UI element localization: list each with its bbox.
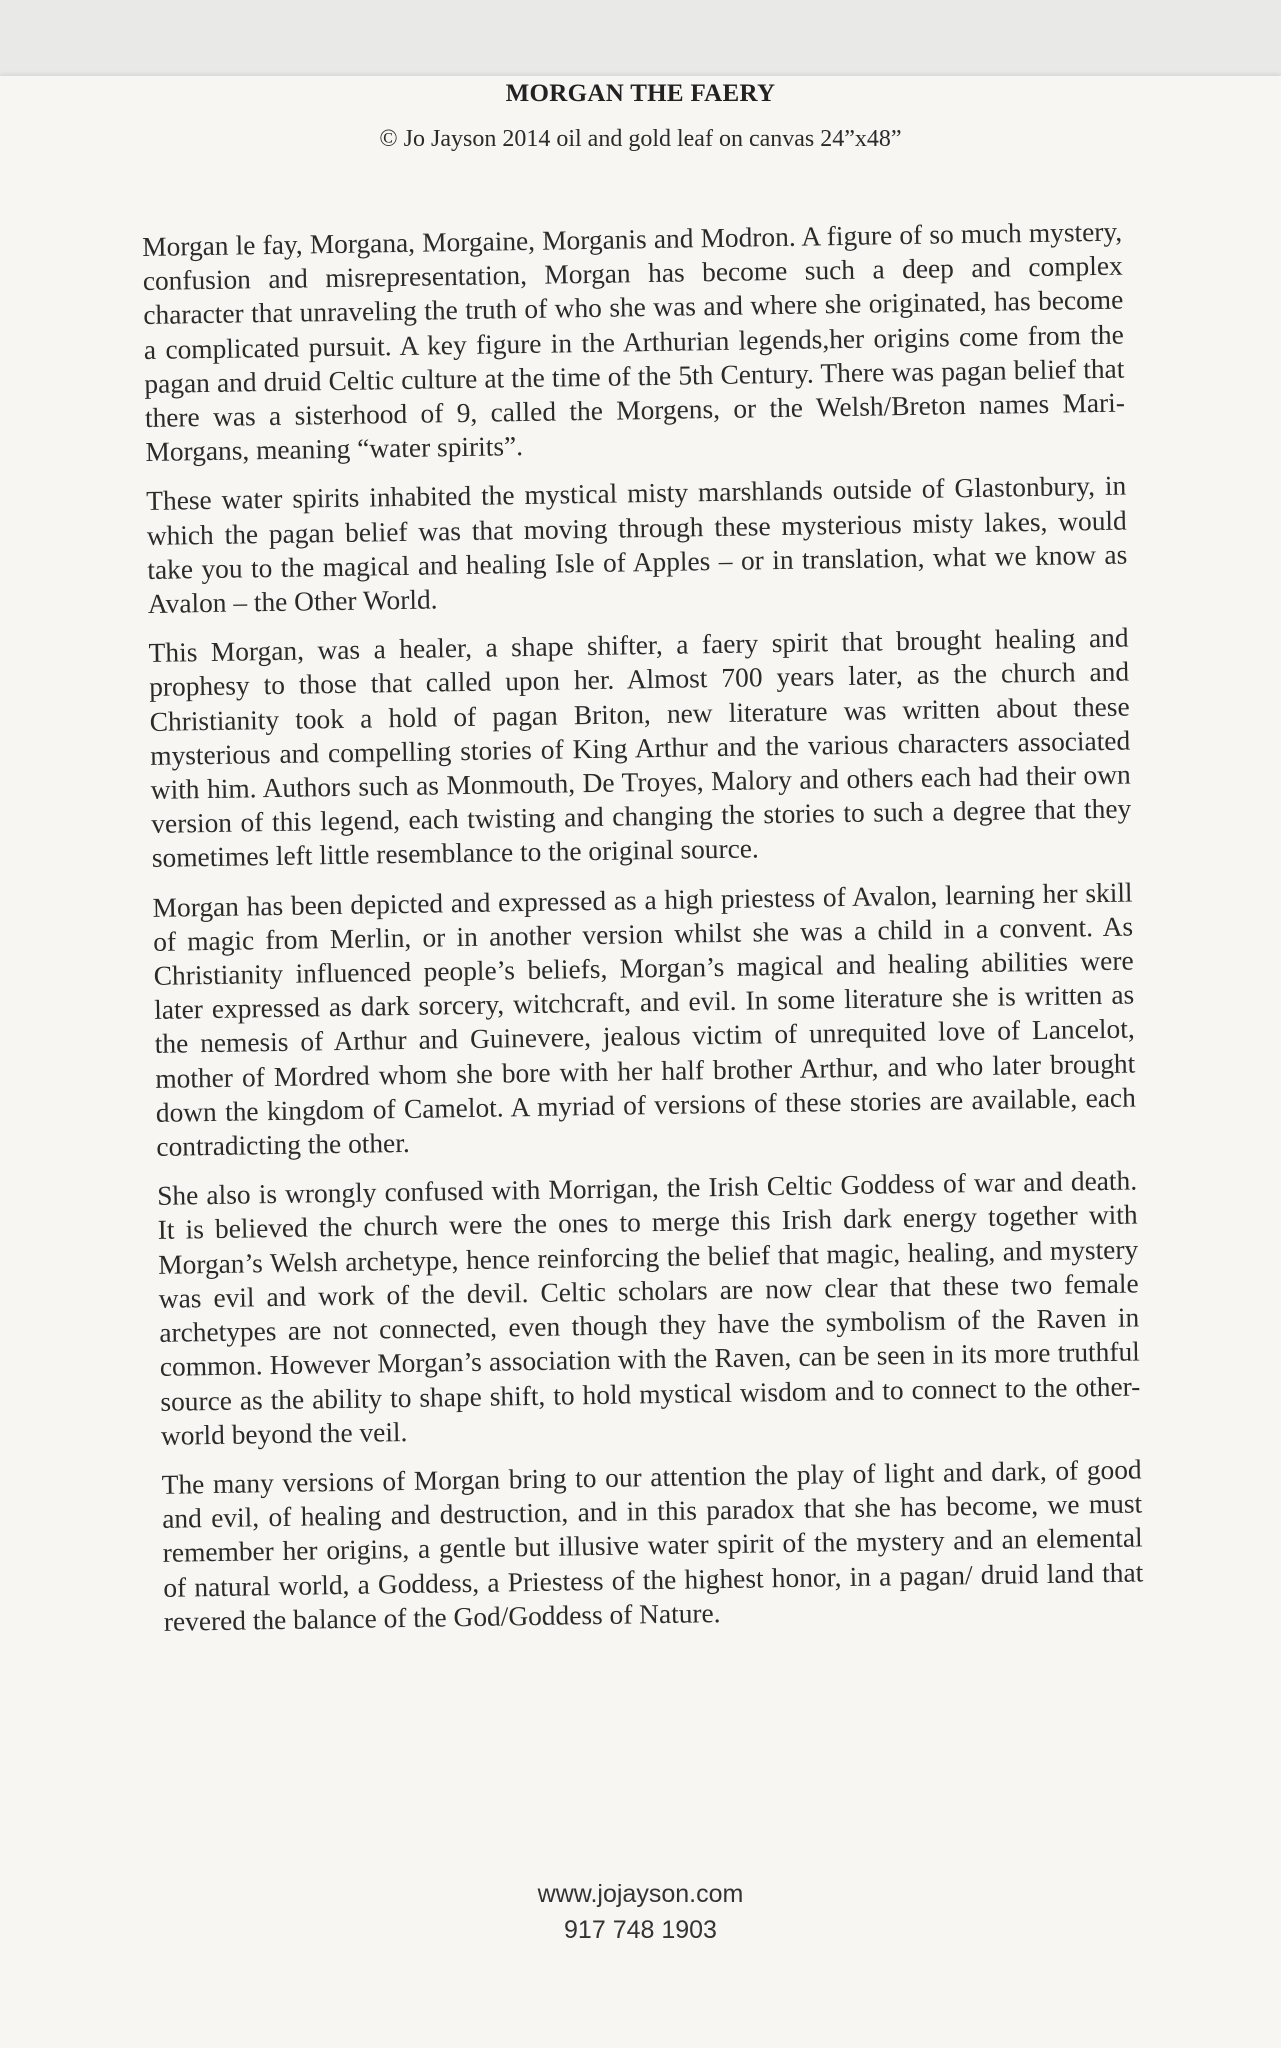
paragraph-6: The many versions of Morgan bring to our attention the play of light and dark, of good and evil, of healing and destruction, and in this paradox that she has become, we must remember her origins, a gentle but illusive water spirit of the mystery and an elemental of natural world, a Goddess, a Priestess of the highest honor, in a pagan/ druid land that revered the balance of the God/Goddess of Nature. (161, 1454, 1144, 1637)
website-link[interactable]: www.jojayson.com (537, 1880, 744, 1908)
paragraph-5: She also is wrongly confused with Morrigan, the Irish Celtic Goddess of war and death. It is believed the church were the ones to merge this Irish dark energy together with Morgan’s Welsh archetype, hence reinforcing the belief that magic, healing, and mystery was evil and work of the devil. Celtic scholars are now clear that these two female archetypes are not connected, even though they have the symbolism of the Raven in common. However Morgan’s association with the Raven, can be seen in its more truthful source as the ability to shape shift, to hold mystical wisdom and to connect to the other-world beyond the veil. (156, 1165, 1141, 1451)
paragraph-3: This Morgan, was a healer, a shape shifter, a faery spirit that brought healing and prophesy to those that called upon her. Almost 700 years later, as the church and Christianity took a hold of pagan Briton, new literature was written about these mysterious and compelling stories of King Arthur and the various characters associated with him. Authors such as Monmouth, De Troyes, Malory and others each had their own version of this legend, each twisting and changing the stories to such a degree that they sometimes left little resemblance to the original source. (148, 622, 1132, 874)
document-title: MORGAN THE FAERY (505, 80, 776, 107)
paragraph-4: Morgan has been depicted and expressed as a high priestess of Avalon, learning her skill of magic from Merlin, or in another version whilst she was a child in a convent. As Christianity influenced people’s beliefs, Morgan’s magical and healing abilities were later expressed as dark sorcery, witchcraft, and evil. In some literature she is written as the nemesis of Arthur and Guinevere, jealous victim of unrequited love of Lancelot, mother of Mordred whom she bore with her half brother Arthur, and who later brought down the kingdom of Camelot. A myriad of versions of these stories are available, each contradicting the other. (152, 877, 1136, 1162)
paragraph-2: These water spirits inhabited the mystical misty marshlands outside of Glastonbury, in which the pagan belief was that moving through these mysterious misty lakes, would take you to the magical and healing Isle of Apples – or in translation, what we know as Avalon – the Other World. (146, 470, 1128, 619)
phone-number: 917 748 1903 (564, 1916, 717, 1944)
copyright-caption: © Jo Jayson 2014 oil and gold leaf on canvas 24”x48” (379, 126, 902, 152)
body-text (142, 215, 1144, 1654)
contact-footer (0, 1876, 1281, 1948)
paragraph-1: Morgan le fay, Morgana, Morgaine, Morganis and Modron. A figure of so much mystery, confusion and misrepresentation, Morgan has become such a deep and complex character that unraveling the truth of who she was and where she originated, has become a complicated pursuit. A key figure in the Arthurian legends,her origins come from the pagan and druid Celtic culture at the time of the 5th Century. There was pagan belief that there was a sisterhood of 9, called the Morgens, or the Welsh/Breton names Mari-Morgans, meaning “water spirits”. (142, 216, 1126, 468)
